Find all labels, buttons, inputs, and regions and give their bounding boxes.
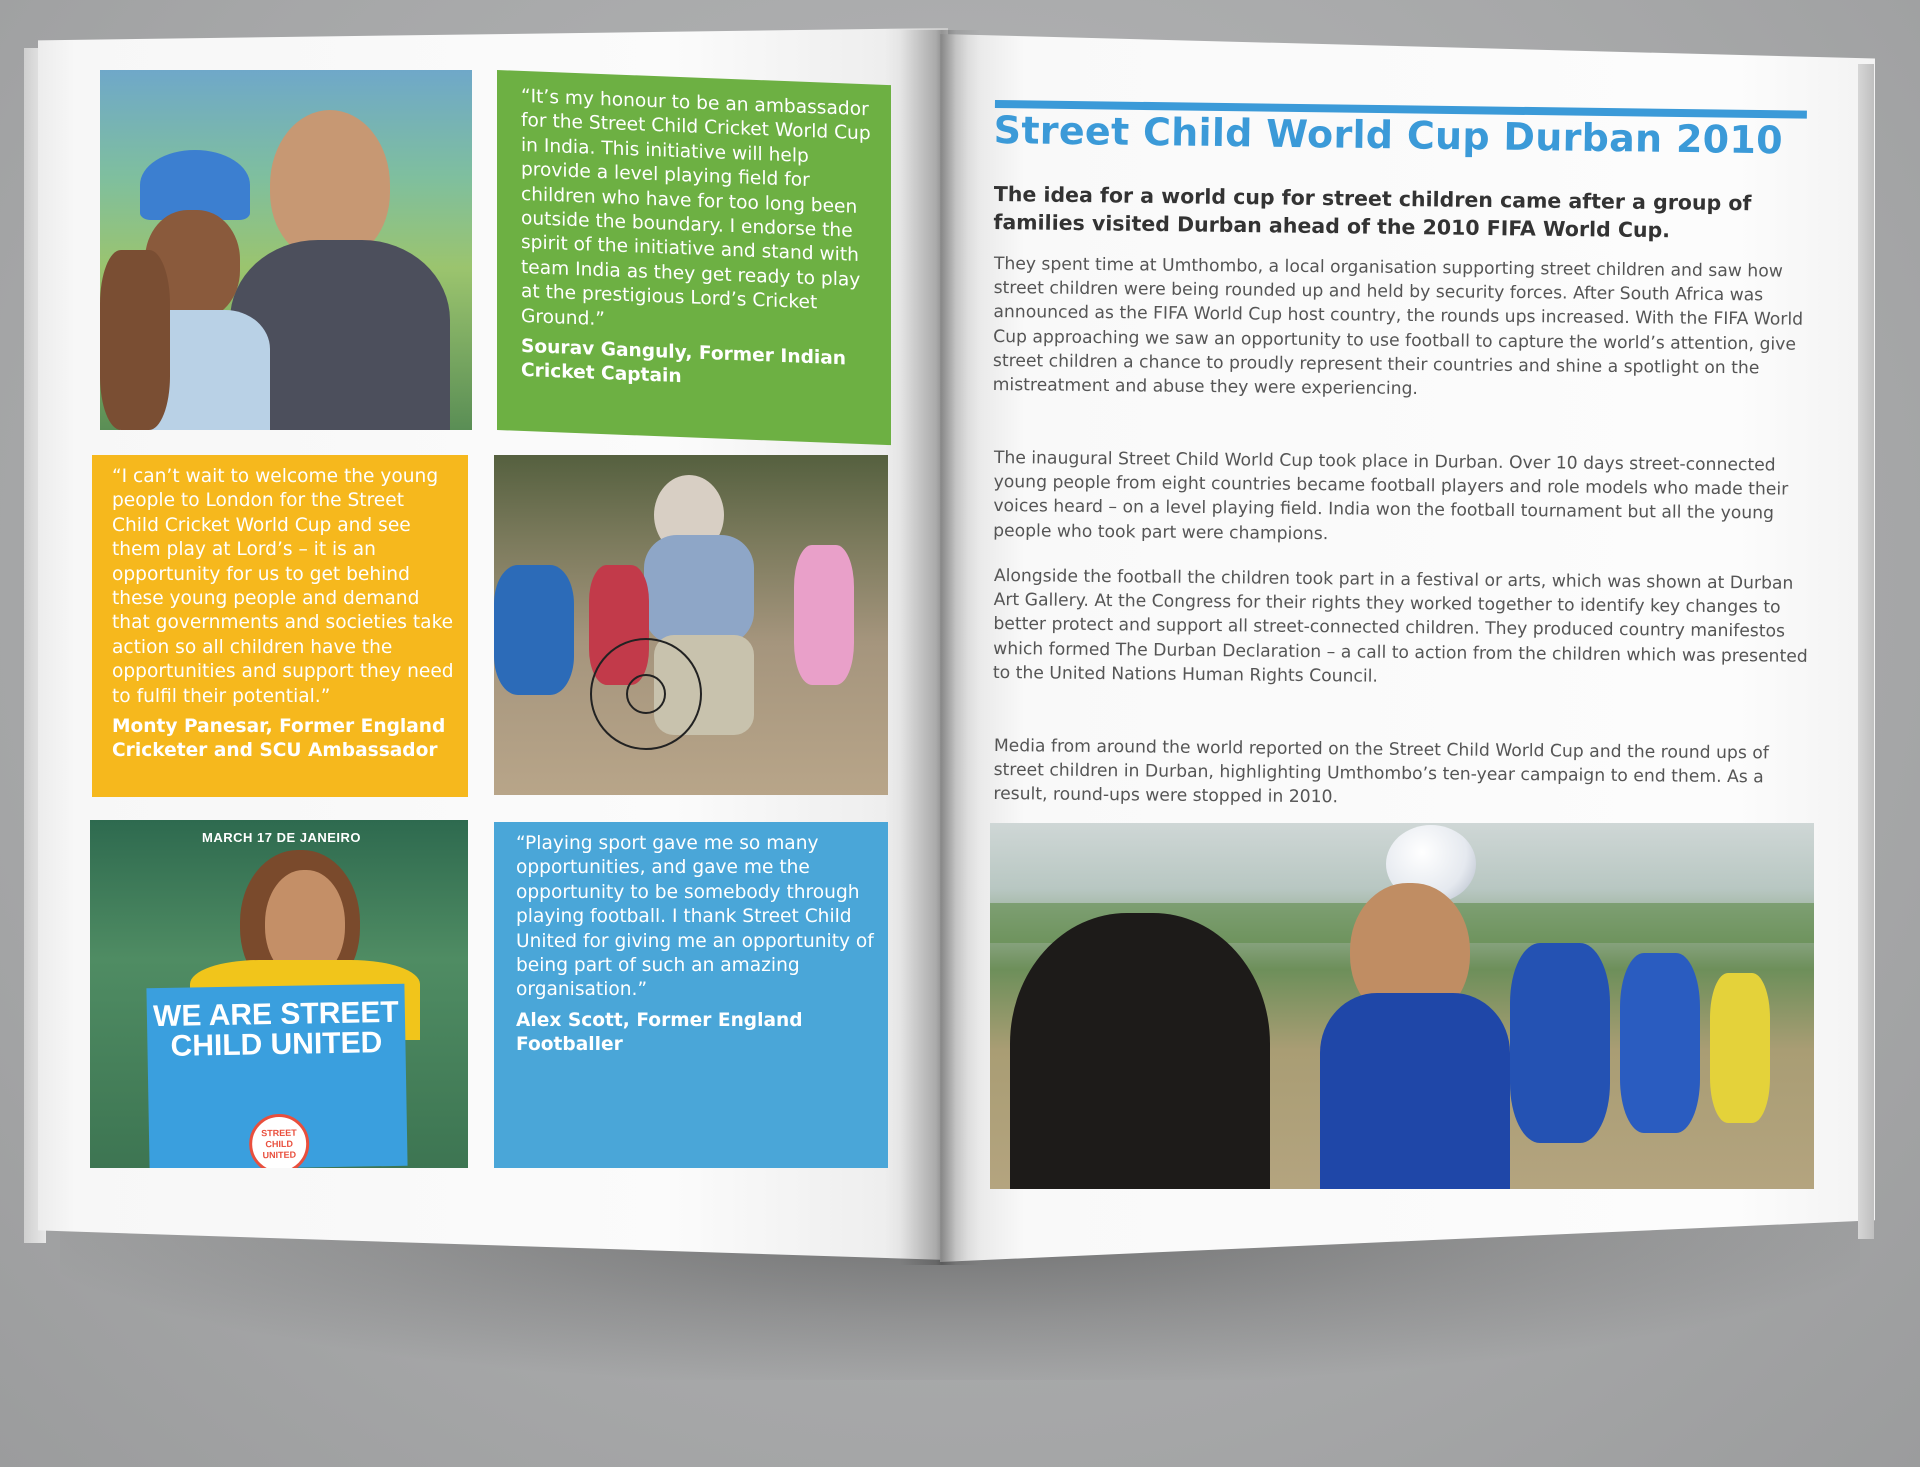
photo-figure bbox=[644, 535, 754, 645]
lead-paragraph: The idea for a world cup for street children came after a group of families visited Durban ahead of the 2010 FIFA World Cup. bbox=[993, 181, 1752, 243]
book-gutter bbox=[900, 30, 980, 1265]
quote-author: Alex Scott, Former England Footballer bbox=[516, 1009, 803, 1056]
photo-sign bbox=[146, 984, 407, 1168]
right-page-edge bbox=[1858, 64, 1874, 1239]
photo-figure bbox=[100, 250, 170, 430]
quote-text: “It’s my honour to be an ambassador for the Street Child Cricket World Cup in India. This initiative will help provide a level playing field for children who have for too long been outside the boundary. I endorse the spirit of the initiative and stand with team India as they get ready to play at the prestigious Lord’s Cricket Ground.” bbox=[521, 85, 871, 330]
body-paragraph: The inaugural Street Child World Cup took place in Durban. Over 10 days street-connected young people from eight countries became football players and role models who made their voices heard – on a level playing field. India won the football tournament but all the young people who took part were champions. bbox=[993, 447, 1789, 544]
page-title: Street Child World Cup Durban 2010 bbox=[993, 108, 1784, 163]
photo-figure bbox=[494, 565, 574, 695]
street-child-united-logo: STREET CHILD UNITED bbox=[249, 1113, 310, 1168]
sign-text: WE ARE STREET CHILD UNITED bbox=[152, 995, 399, 1063]
body-paragraph: They spent time at Umthombo, a local organisation supporting street children and saw how street children were being rounded up and held by security forces. After South Africa was announced as the FIFA World Cup host country, the rounds ups increased. With the FIFA World Cup approaching we saw an opportunity to use football to capture the world’s attention, give street children a chance to proudly represent their countries and shine a spotlight on the mistreatment and abuse they were experiencing. bbox=[992, 253, 1804, 400]
quote-text: “I can’t wait to welcome the young people to London for the Street Child Cricket World Cup and see them play at Lord’s – it is an opportunity for us to get behind these young people and demand that governments and societies take action so all children have the opportunities and support they need to fulfil their potential.” bbox=[112, 466, 454, 707]
body-paragraph: Alongside the football the children took part in a festival or arts, which was shown at Durban Art Gallery. At the Congress for their rights they worked together to identify key changes to better protect and support all street-connected children. They produced country manifestos which formed The Durban Declaration – a call to action from the children which was presented to the United Nations Human Rights Council. bbox=[992, 565, 1808, 687]
photo-figure bbox=[1710, 973, 1770, 1123]
photo-sourav-ganguly bbox=[100, 70, 472, 430]
quote-card-scott bbox=[494, 822, 888, 1168]
photo-figure bbox=[1620, 953, 1700, 1133]
photo-figure bbox=[1510, 943, 1610, 1143]
photo-figure bbox=[794, 545, 854, 685]
focus-dot-icon bbox=[626, 674, 666, 714]
photo-banner-text: MARCH 17 DE JANEIRO bbox=[202, 830, 362, 845]
photo-figure bbox=[270, 110, 390, 260]
quote-author: Sourav Ganguly, Former Indian Cricket Captain bbox=[521, 335, 847, 388]
quote-card-panesar bbox=[92, 455, 468, 797]
photo-cricket-kids bbox=[494, 455, 888, 795]
photo-figure bbox=[1010, 913, 1270, 1189]
quote-author: Monty Panesar, Former England Cricketer and SCU Ambassador bbox=[112, 716, 446, 762]
photo-football-players bbox=[990, 823, 1814, 1189]
photo-alex-scott bbox=[90, 820, 468, 1168]
photo-figure bbox=[1320, 993, 1510, 1189]
body-paragraph: Media from around the world reported on the Street Child World Cup and the round ups of street children in Durban, highlighting Umthombo’s ten-year campaign to end them. As a result, round-ups were stopped in 2010. bbox=[993, 735, 1769, 808]
quote-card-ganguly bbox=[497, 70, 891, 445]
quote-text: “Playing sport gave me so many opportunities, and gave me the opportunity to be somebody through playing football. I thank Street Child United for giving me an opportunity of being part of such an amazing organisation.” bbox=[516, 833, 874, 1001]
